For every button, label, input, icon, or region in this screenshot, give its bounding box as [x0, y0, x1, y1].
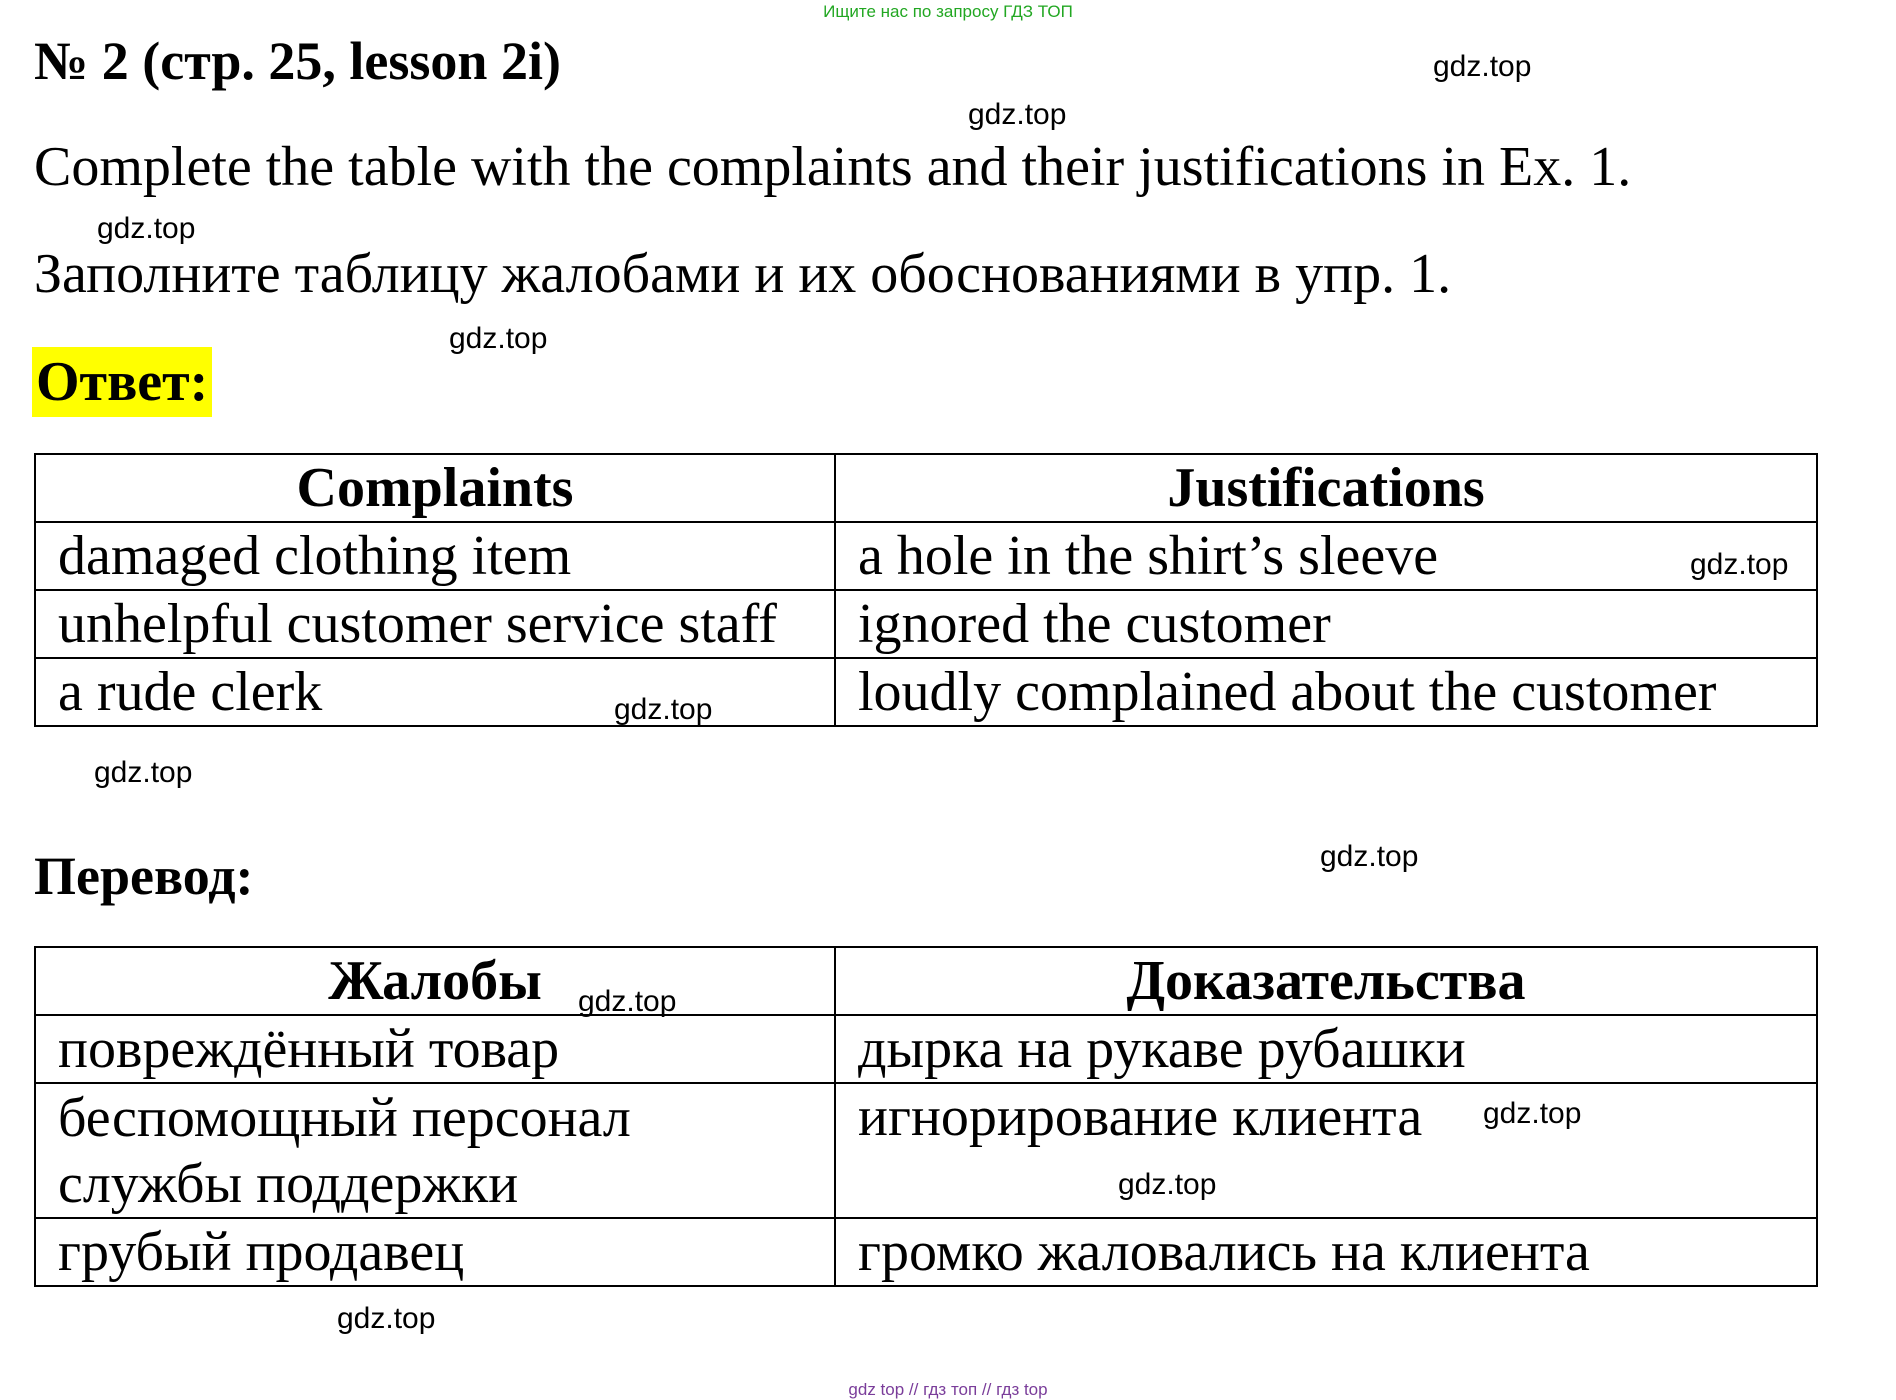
evidence-cell: дырка на рукаве рубашки [835, 1015, 1817, 1083]
exercise-title: № 2 (стр. 25, lesson 2i) [34, 31, 561, 91]
top-banner-link[interactable]: Ищите нас по запросу ГДЗ ТОП [823, 2, 1073, 21]
footer-links[interactable]: gdz top // гдз топ // гдз top [848, 1380, 1048, 1399]
complaint-cell: повреждённый товар [35, 1015, 835, 1083]
complaint-cell: a rude clerk [35, 658, 835, 726]
table-header-row [35, 454, 1817, 522]
complaint-cell: damaged clothing item [35, 522, 835, 590]
column-header-evidence-ru: Доказательства [835, 947, 1817, 1015]
complaint-cell: беспомощный персонал службы поддержки [35, 1083, 835, 1218]
complaint-cell: unhelpful customer service staff [35, 590, 835, 658]
watermark: gdz.top [968, 98, 1067, 131]
watermark: gdz.top [97, 212, 196, 245]
watermark: gdz.top [1690, 548, 1789, 581]
watermark: gdz.top [614, 693, 713, 726]
column-header-complaints: Complaints [35, 454, 835, 522]
column-header-complaints-ru: Жалобы [35, 947, 835, 1015]
table-header-row [35, 947, 1817, 1015]
table-row [35, 658, 1817, 726]
justification-cell: loudly complained about the customer [835, 658, 1817, 726]
watermark: gdz.top [337, 1302, 436, 1335]
table-row [35, 1015, 1817, 1083]
watermark: gdz.top [94, 756, 193, 789]
justification-cell: ignored the customer [835, 590, 1817, 658]
watermark: gdz.top [578, 985, 677, 1018]
translation-label: Перевод: [34, 846, 254, 906]
column-header-justifications: Justifications [835, 454, 1817, 522]
watermark: gdz.top [1320, 840, 1419, 873]
answer-table [34, 453, 1818, 727]
instruction-russian: Заполните таблицу жалобами и их обоснованиями в упр. 1. [34, 243, 1452, 305]
watermark: gdz.top [1433, 50, 1532, 83]
watermark: gdz.top [1118, 1168, 1217, 1201]
table-row [35, 590, 1817, 658]
watermark: gdz.top [449, 322, 548, 355]
justification-cell: a hole in the shirt’s sleeve [835, 522, 1817, 590]
table-row [35, 1218, 1817, 1286]
complaint-cell: грубый продавец [35, 1218, 835, 1286]
instruction-english: Complete the table with the complaints and their justifications in Ex. 1. [34, 136, 1632, 198]
watermark: gdz.top [1483, 1097, 1582, 1130]
table-row [35, 522, 1817, 590]
evidence-cell: громко жаловались на клиента [835, 1218, 1817, 1286]
answer-label: Ответ: [32, 347, 212, 417]
evidence-cell: игнорирование клиента [835, 1083, 1817, 1218]
